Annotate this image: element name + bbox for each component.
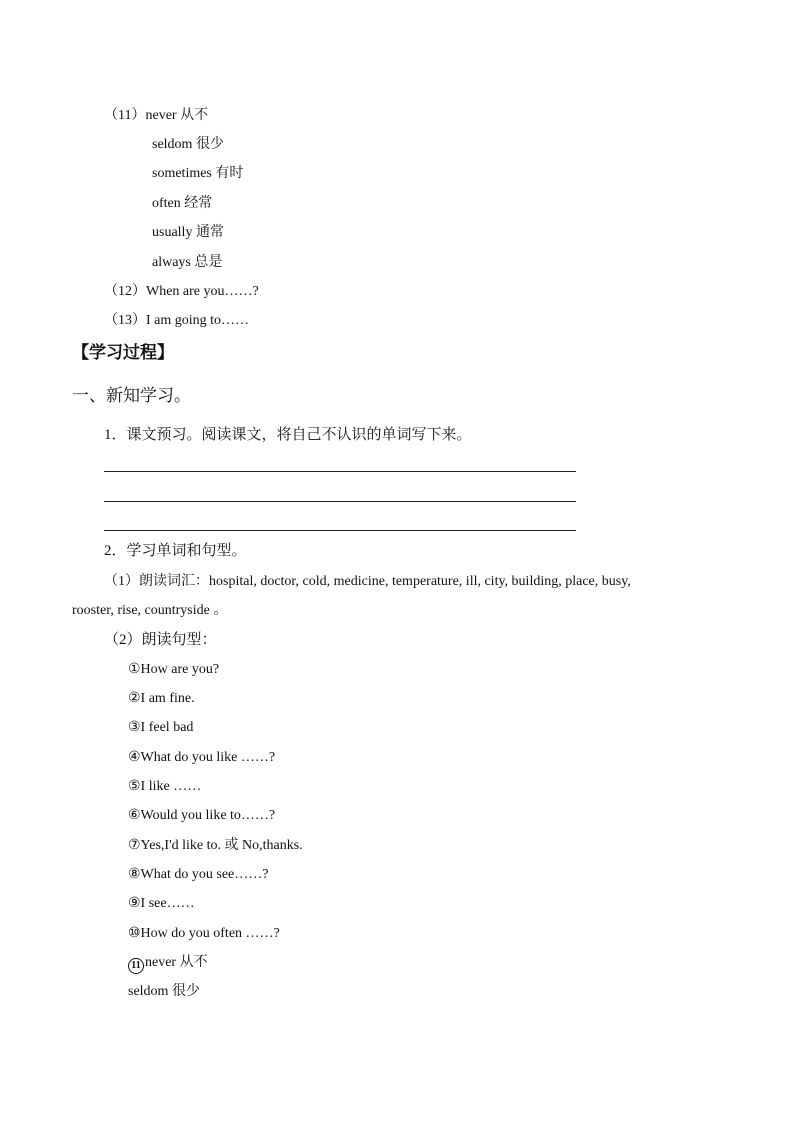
task-preview-text: 1．课文预习。阅读课文，将自己不认识的单词写下来。 [104, 427, 472, 443]
word-always: always 总是 [152, 255, 223, 270]
sentence-item-11 [128, 954, 208, 974]
task-words-sentences: 2．学习单词和句型。 [104, 543, 247, 559]
sentence-item: ③I feel bad [128, 720, 194, 735]
pattern-i-am-going-to: （13）I am going to…… [104, 313, 250, 328]
section-new-knowledge: 一、新知学习。 [72, 386, 191, 405]
writing-line-2[interactable] [104, 501, 576, 502]
sentence-item: ⑩How do you often ……? [128, 926, 280, 941]
word-sometimes: sometimes 有时 [152, 166, 244, 181]
sentences-label: （2）朗读句型： [104, 632, 217, 648]
word-seldom: seldom 很少 [152, 137, 224, 152]
circled-number-11: 11 [128, 958, 144, 974]
pattern-when-are-you: （12）When are you……? [104, 284, 259, 299]
vocab-line-1: （1）朗读词汇：hospital, doctor, cold, medicine, temperature, ill, city, building, place, busy, [104, 574, 631, 589]
sentence-11-text: never 从不 [145, 955, 208, 970]
sentence-item: ⑨I see…… [128, 896, 195, 911]
word-often: often 经常 [152, 196, 213, 211]
sentence-item: ②I am fine. [128, 691, 195, 706]
learning-process-heading: 【学习过程】 [72, 343, 174, 362]
word-usually: usually 通常 [152, 225, 224, 240]
sentence-item: ⑤I like …… [128, 779, 202, 794]
writing-line-3[interactable] [104, 530, 576, 531]
sentence-item: ⑦Yes,I'd like to. 或 No,thanks. [128, 838, 303, 853]
sentence-item: ①How are you? [128, 662, 220, 677]
word-never: （11）never 从不 [104, 108, 209, 123]
sentence-item: ④What do you like ……? [128, 750, 276, 765]
writing-line-1[interactable] [104, 471, 576, 472]
sentence-item: ⑧What do you see……? [128, 867, 269, 882]
sentence-item: ⑥Would you like to……? [128, 808, 276, 823]
vocab-line-2: rooster, rise, countryside 。 [72, 603, 228, 618]
sentence-item-12: seldom 很少 [128, 984, 200, 999]
